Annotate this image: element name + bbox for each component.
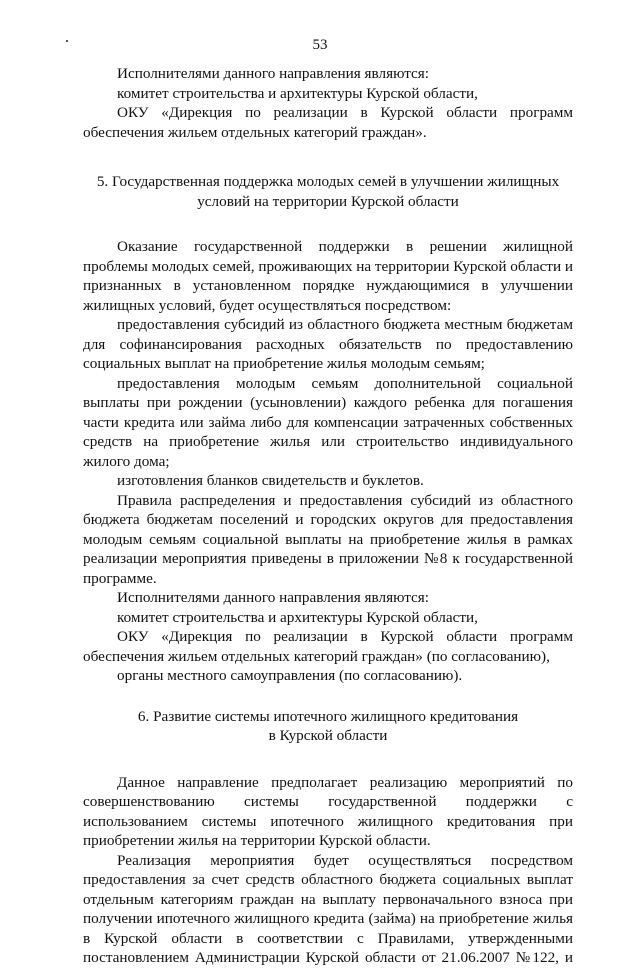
paragraph: органы местного самоуправления (по согласованию).	[117, 667, 463, 684]
paragraph: предоставления молодым семьям дополнительной социальной выплаты при рождении (усыновлении) каждого ребенка для погашения части кредита или займа либо для компенсации затраченных собственных средств на приобретение жилья или строительство индивидуального жилого дома;	[83, 374, 573, 470]
paragraph: Реализация мероприятия будет осуществляться посредством предоставления за счет средств областного бюджета социальных выплат отдельным категориям граждан на выплату первоначального взноса при получении ипотечного жилищного кредита (займа) на приобретение жилья в Курской области в соответствии с Правилами, утвержденными постановлением Администрации Курской области от 21.06.2007 №122, и	[83, 851, 573, 966]
paragraph: комитет строительства и архитектуры Курской области,	[117, 84, 478, 102]
paragraph: изготовления бланков свидетельств и буклетов.	[117, 472, 424, 489]
paragraph: Исполнителями данного направления являются:	[117, 589, 429, 606]
section-6-heading-line-2: в Курской области	[268, 727, 388, 744]
paragraph: предоставления субсидий из областного бюджета местным бюджетам для софинансирования расходных обязательств по предоставлению социальных выплат на приобретение жилья молодым семьям;	[83, 316, 573, 372]
section-6-heading	[83, 707, 573, 746]
paragraph: Данное направление предполагает реализацию мероприятий по совершенствованию системы государственной поддержки с использованием системы ипотечного жилищного кредитования при приобретении жилья на территории Курской области.	[83, 773, 573, 849]
document-body	[83, 64, 573, 968]
paragraph: ОКУ «Дирекция по реализации в Курской области программ обеспечения жильем отдельных категорий граждан».	[83, 104, 573, 141]
paragraph: ОКУ «Дирекция по реализации в Курской области программ обеспечения жильем отдельных категорий граждан» (по согласованию),	[83, 628, 573, 665]
paragraph: Оказание государственной поддержки в решении жилищной проблемы молодых семей, проживающих на территории Курской области и признанных в установленном порядке нуждающимися в улучшении жилищных условий, будет осуществляться посредством:	[83, 238, 573, 314]
page-number: 53	[312, 37, 328, 53]
paragraph: комитет строительства и архитектуры Курской области,	[117, 608, 478, 626]
paragraph: Правила распределения и предоставления субсидий из областного бюджета бюджетам поселений и городских округов для предоставления молодым семьям социальной выплаты на приобретение жилья в рамках реализации мероприятия приведены в приложении №8 к государственной программе.	[83, 491, 573, 587]
section-6-heading-line-1: 6. Развитие системы ипотечного жилищного кредитования	[137, 707, 519, 725]
section-5-heading-line-1: 5. Государственная поддержка молодых семей в улучшении жилищных	[96, 173, 560, 190]
section-5-heading	[83, 172, 573, 211]
paragraph: Исполнителями данного направления являются:	[117, 65, 429, 82]
section-5-heading-line-2: условий на территории Курской области	[197, 192, 459, 210]
